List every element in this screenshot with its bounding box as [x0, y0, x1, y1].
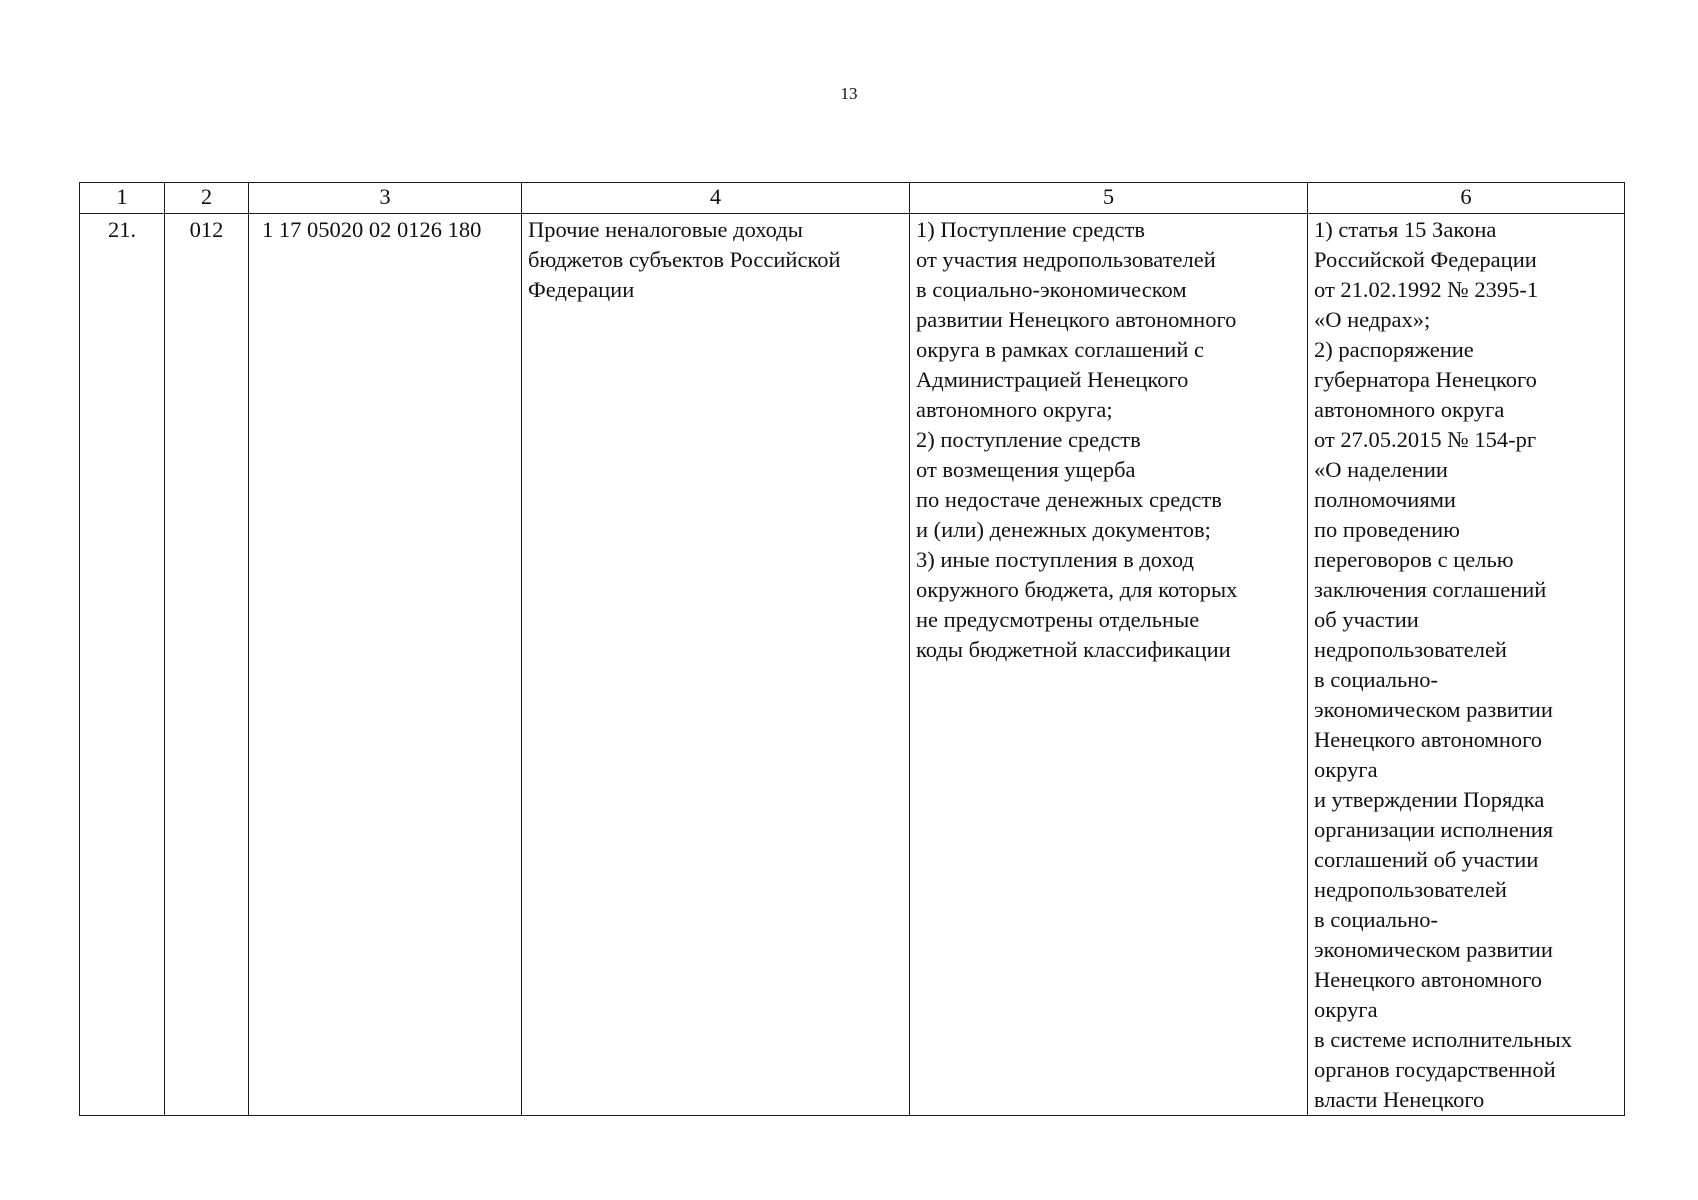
cell-text-line: 3) иные поступления в доход [916, 547, 1194, 572]
cell-text-line: 2) распоряжение [1314, 337, 1474, 362]
cell-text-line: от 21.02.1992 № 2395-1 [1314, 277, 1539, 302]
cell-text-line: коды бюджетной классификации [916, 637, 1231, 662]
cell-text-line: полномочиями [1314, 487, 1456, 512]
cell-text-line: от возмещения ущерба [916, 457, 1136, 482]
cell-text-line: недропользователей [1314, 877, 1507, 902]
table-header-row [80, 183, 1625, 214]
cell-text-line: об участии [1314, 607, 1419, 632]
cell-text-line: в социально- [1314, 667, 1439, 692]
cell-text-line: «О наделении [1314, 457, 1448, 482]
cell-text-line: Администрацией Ненецкого [916, 367, 1189, 392]
column-header-3: 3 [249, 183, 522, 214]
kbk-code-cell: 1 17 05020 02 0126 180 [249, 214, 522, 1116]
cell-text-line: Ненецкого автономного [1314, 967, 1543, 992]
cell-text-line: соглашений об участии [1314, 847, 1539, 872]
cell-text-line: бюджетов субъектов Российской [528, 247, 841, 272]
cell-text-line: 1) статья 15 Закона [1314, 217, 1497, 242]
budget-revenue-table [79, 182, 1625, 1116]
cell-text-line: и утверждении Порядка [1314, 787, 1545, 812]
revenue-description-cell [910, 214, 1308, 1116]
legal-basis-cell [1308, 214, 1625, 1116]
table-row [80, 214, 1625, 1116]
cell-text-line: экономическом развитии [1314, 697, 1553, 722]
column-header-2: 2 [165, 183, 249, 214]
cell-text-line: и (или) денежных документов; [916, 517, 1211, 542]
cell-text-line: по недостаче денежных средств [916, 487, 1222, 512]
admin-code-cell: 012 [165, 214, 249, 1116]
cell-text-line: автономного округа [1314, 397, 1505, 422]
column-header-5: 5 [910, 183, 1308, 214]
cell-text-line: Российской Федерации [1314, 247, 1537, 272]
column-header-1: 1 [80, 183, 165, 214]
cell-text-line: округа [1314, 997, 1378, 1022]
cell-text-line: округа в рамках соглашений с [916, 337, 1204, 362]
cell-text-line: переговоров с целью [1314, 547, 1514, 572]
cell-text-line: окружного бюджета, для которых [916, 577, 1238, 602]
cell-text-line: власти Ненецкого [1314, 1087, 1485, 1112]
cell-text-line: от участия недропользователей [916, 247, 1216, 272]
cell-text-line: организации исполнения [1314, 817, 1554, 842]
cell-text-line: развитии Ненецкого автономного [916, 307, 1237, 332]
cell-text-line: не предусмотрены отдельные [916, 607, 1200, 632]
column-header-6: 6 [1308, 183, 1625, 214]
cell-text-line: округа [1314, 757, 1378, 782]
cell-text-line: Федерации [528, 277, 635, 302]
cell-text-line: органов государственной [1314, 1057, 1556, 1082]
cell-text-line: 1) Поступление средств [916, 217, 1145, 242]
cell-text-line: Ненецкого автономного [1314, 727, 1543, 752]
cell-text-line: по проведению [1314, 517, 1460, 542]
cell-text-line: от 27.05.2015 № 154-рг [1314, 427, 1537, 452]
cell-text-line: в социально-экономическом [916, 277, 1187, 302]
revenue-name-cell [522, 214, 910, 1116]
column-header-4: 4 [522, 183, 910, 214]
cell-text-line: 2) поступление средств [916, 427, 1141, 452]
cell-text-line: губернатора Ненецкого [1314, 367, 1537, 392]
cell-text-line: в системе исполнительных [1314, 1027, 1572, 1052]
page-number: 13 [840, 84, 858, 103]
cell-text-line: недропользователей [1314, 637, 1507, 662]
cell-text-line: Прочие неналоговые доходы [528, 217, 803, 242]
cell-text-line: заключения соглашений [1314, 577, 1547, 602]
cell-text-line: «О недрах»; [1314, 307, 1431, 332]
cell-text-line: автономного округа; [916, 397, 1113, 422]
row-number-cell: 21. [80, 214, 165, 1116]
cell-text-line: в социально- [1314, 907, 1439, 932]
cell-text-line: экономическом развитии [1314, 937, 1553, 962]
